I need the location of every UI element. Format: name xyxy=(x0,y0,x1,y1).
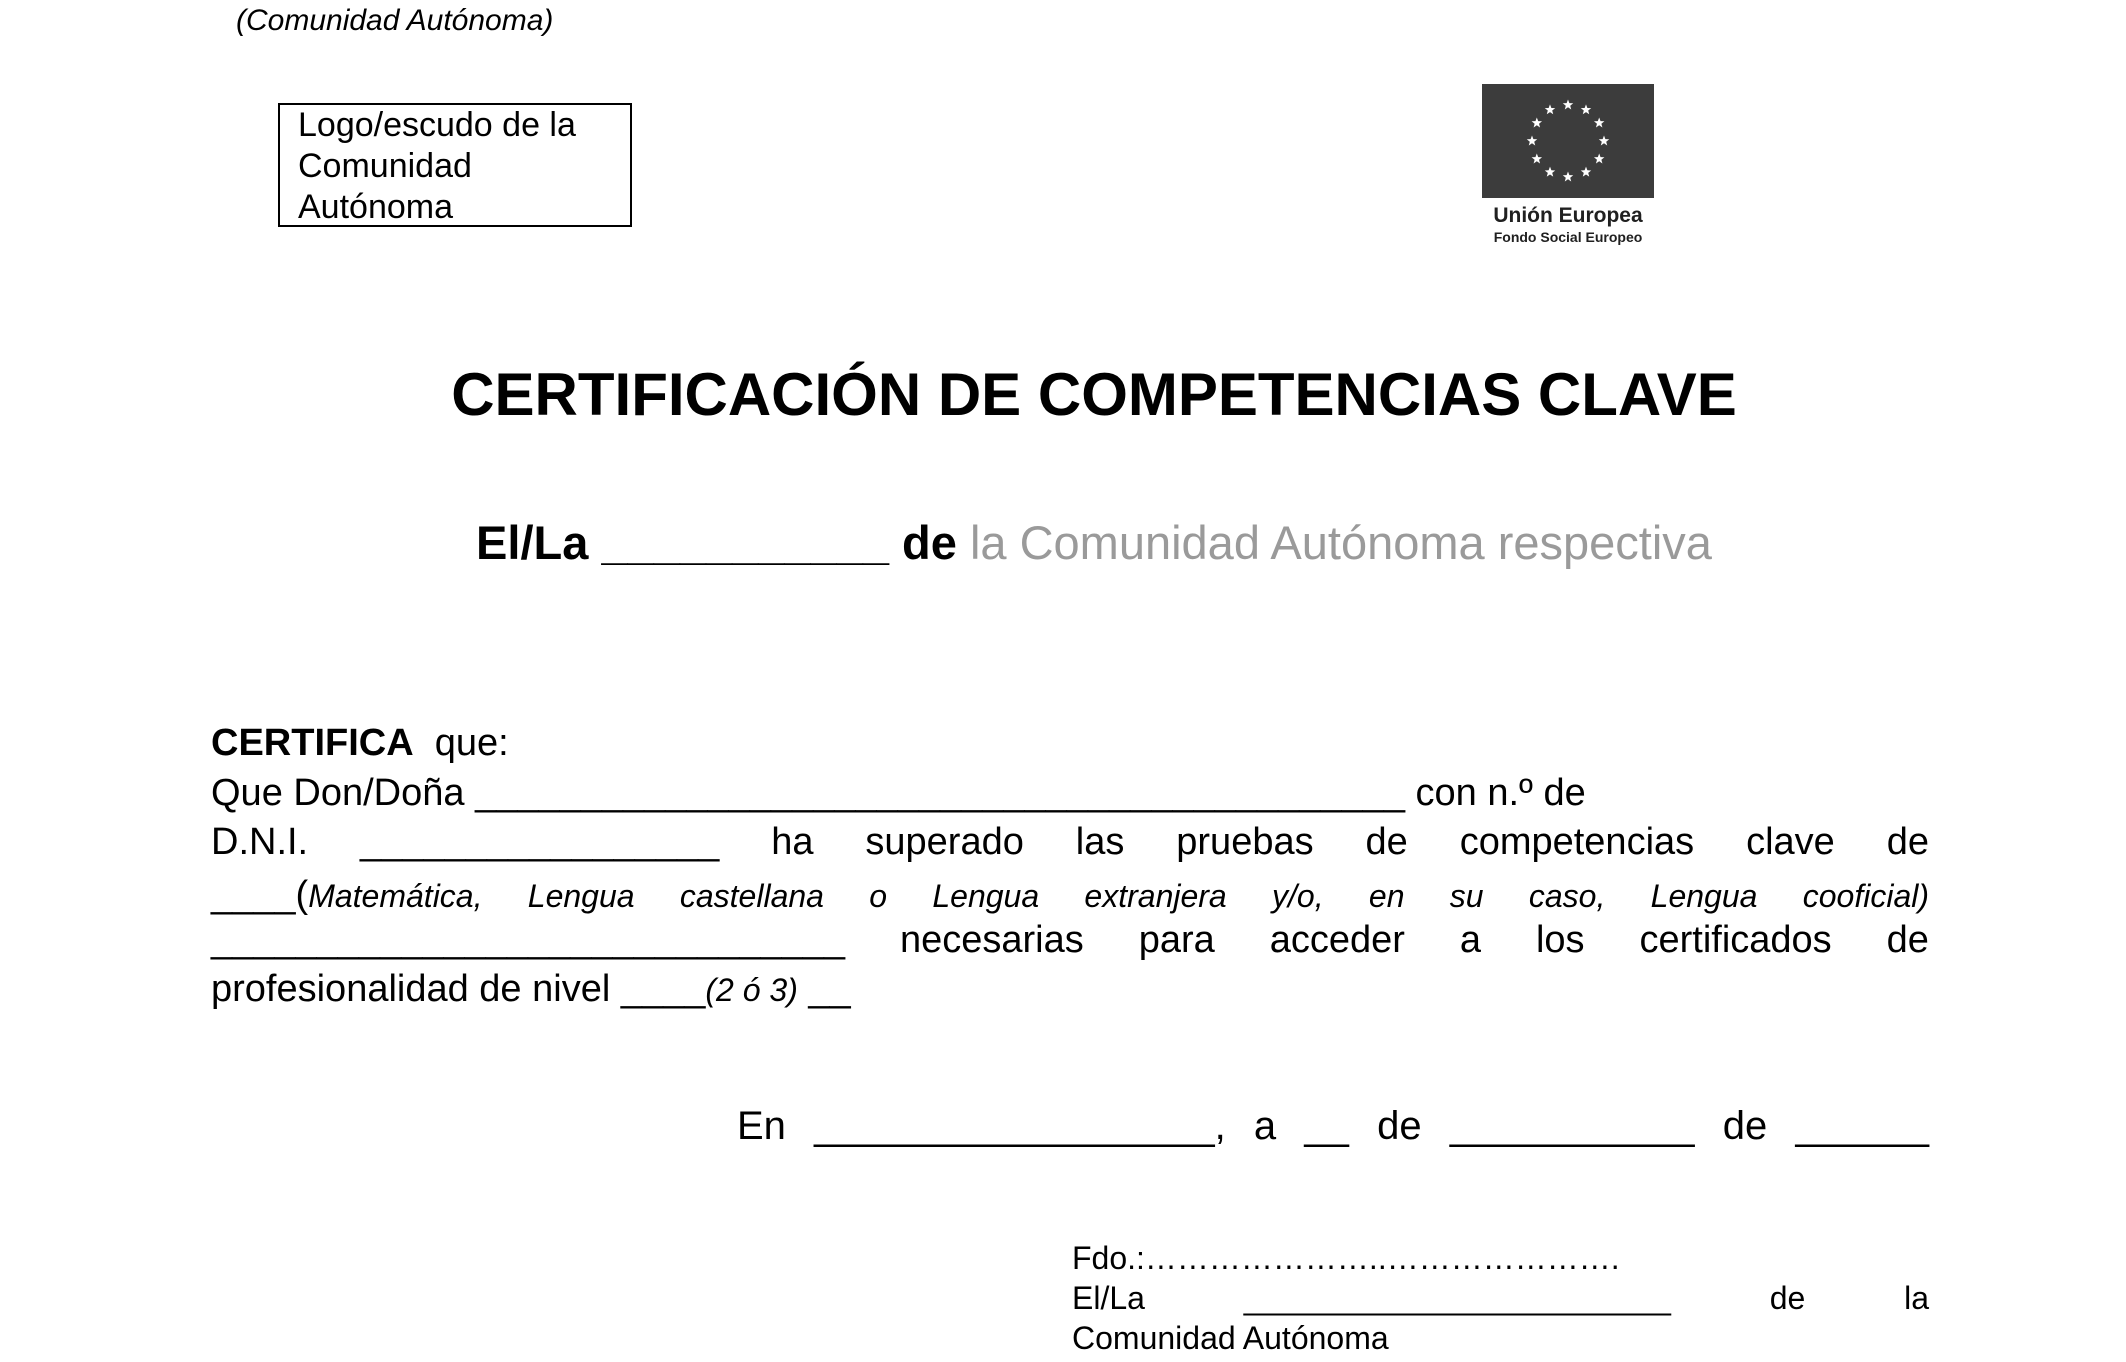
signature-role-word: de xyxy=(1769,1280,1806,1316)
date-line-word: En xyxy=(737,1104,786,1148)
eu-logo xyxy=(1482,84,1654,246)
authority-suffix: la Comunidad Autónoma respectiva xyxy=(969,516,1712,569)
dni-line-word: de xyxy=(1365,821,1408,863)
requirements-line-word: de xyxy=(1886,919,1929,961)
date-line xyxy=(737,1104,1929,1149)
dni-line-word: _________________ xyxy=(360,821,720,863)
date-line-word: de xyxy=(1722,1104,1768,1148)
signature-role-word: El/La xyxy=(1072,1280,1145,1316)
requirements-line-word: necesarias xyxy=(899,919,1084,961)
requirements-line-word: ______________________________ xyxy=(211,919,846,961)
competencies-line-word: su xyxy=(1449,878,1484,914)
competencies-line-word: castellana xyxy=(679,878,824,914)
level-note: (2 ó 3) xyxy=(705,972,798,1008)
competencies-line-word: en xyxy=(1368,878,1405,914)
authority-line xyxy=(0,515,2126,570)
authority-de: de xyxy=(902,516,957,569)
logo-placeholder-line: Autónoma xyxy=(298,188,453,226)
requirements-line-word: a xyxy=(1459,919,1481,961)
dni-line-word: competencias xyxy=(1459,821,1695,863)
competencies-line-word: y/o, xyxy=(1272,878,1324,914)
date-line-word: de xyxy=(1377,1104,1422,1148)
region-header: (Comunidad Autónoma) xyxy=(236,4,554,37)
signature-role-word: ________________________ xyxy=(1243,1280,1671,1316)
competencies-line-word: ____(Matemática, xyxy=(211,874,483,916)
certifica-label: CERTIFICA xyxy=(211,722,414,764)
requirements-line xyxy=(211,917,1929,963)
dni-line-word: pruebas xyxy=(1176,821,1314,863)
dni-line-word: clave xyxy=(1746,821,1835,863)
level-tail: __ xyxy=(797,968,851,1010)
competencies-line-word: cooficial) xyxy=(1802,878,1929,914)
date-line-word: ______ xyxy=(1795,1104,1929,1148)
requirements-line-word: los xyxy=(1535,919,1585,961)
signature-role-line xyxy=(1072,1278,1929,1318)
name-lead: Que Don/Doña xyxy=(211,772,465,814)
competencies-line-word: Lengua xyxy=(1650,878,1758,914)
document-title: CERTIFICACIÓN DE COMPETENCIAS CLAVE xyxy=(451,361,1737,428)
logo-placeholder-line: Logo/escudo de la xyxy=(298,106,576,144)
date-line-word: a xyxy=(1253,1104,1277,1148)
requirements-line-word: certificados xyxy=(1639,919,1832,961)
requirements-line-word: para xyxy=(1138,919,1215,961)
dni-line-word: ha xyxy=(771,821,814,863)
competencies-line xyxy=(211,872,1929,919)
signature-role-word: la xyxy=(1904,1280,1929,1316)
eu-fund-name: Fondo Social Europeo xyxy=(1493,229,1643,245)
requirements-line-word: acceder xyxy=(1269,919,1405,961)
name-line xyxy=(211,770,1929,816)
date-line-word: __________________, xyxy=(814,1104,1226,1148)
competencies-line-word: Lengua xyxy=(527,878,635,914)
eu-name: Unión Europea xyxy=(1493,204,1643,227)
logo-placeholder-line: Comunidad xyxy=(298,147,472,185)
signature-fdo: Fdo.:…………………..…………………. xyxy=(1072,1240,1620,1276)
dni-line-word: D.N.I. xyxy=(211,821,309,863)
authority-prefix: El/La xyxy=(476,516,589,569)
level-line xyxy=(211,966,1929,1013)
eu-flag-icon xyxy=(1482,84,1654,198)
dni-line xyxy=(211,819,1929,865)
signature-region: Comunidad Autónoma xyxy=(1072,1320,1389,1356)
date-line-word: __ xyxy=(1304,1104,1349,1148)
dni-line-word: de xyxy=(1886,821,1929,863)
competencies-line-word: caso, xyxy=(1528,878,1606,914)
name-blank: ____________________________________________ xyxy=(475,772,1405,814)
dni-line-word: superado xyxy=(865,821,1024,863)
que-label: que: xyxy=(434,722,509,764)
logo-placeholder-box xyxy=(278,103,632,227)
competencies-line-word: extranjera xyxy=(1084,878,1227,914)
authority-blank: ___________ xyxy=(601,516,889,569)
date-line-word: ___________ xyxy=(1449,1104,1695,1148)
name-tail: con n.º de xyxy=(1415,772,1586,814)
certifica-line xyxy=(211,720,1929,766)
level-text: profesionalidad de nivel ____ xyxy=(211,968,706,1010)
competencies-line-word: Lengua xyxy=(932,878,1040,914)
competencies-line-word: o xyxy=(869,878,888,914)
dni-line-word: las xyxy=(1075,821,1125,863)
